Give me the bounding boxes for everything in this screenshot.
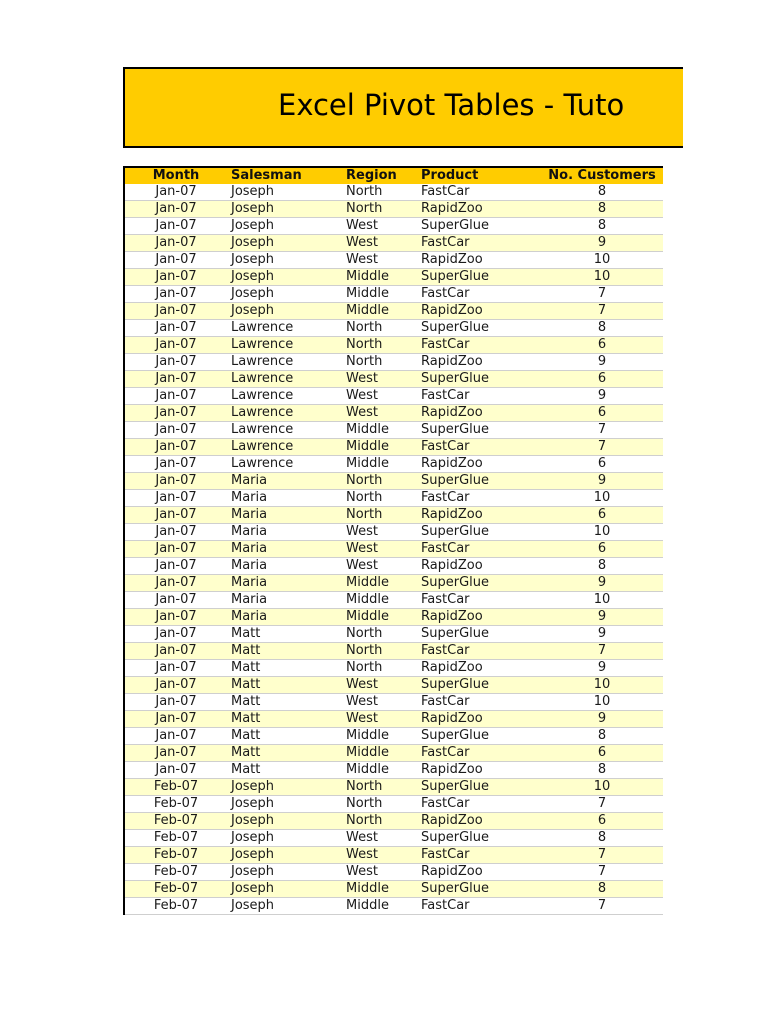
- table-row: [125, 609, 663, 626]
- cell-salesman[interactable]: Maria: [231, 490, 268, 505]
- cell-salesman[interactable]: Lawrence: [231, 439, 294, 454]
- cell-salesman[interactable]: Lawrence: [231, 456, 294, 471]
- cell-customers[interactable]: 6: [597, 507, 607, 522]
- cell-customers[interactable]: 8: [597, 830, 607, 845]
- table-row: [125, 252, 663, 269]
- header-month[interactable]: Month: [152, 168, 200, 183]
- cell-product[interactable]: SuperGlue: [421, 371, 490, 386]
- table-body: [125, 184, 663, 915]
- cell-customers[interactable]: 8: [597, 558, 607, 573]
- cell-month[interactable]: Jan-07: [155, 507, 197, 522]
- cell-region[interactable]: Middle: [346, 898, 389, 913]
- cell-product[interactable]: SuperGlue: [421, 677, 490, 692]
- cell-region[interactable]: North: [346, 320, 383, 335]
- cell-month[interactable]: Jan-07: [155, 354, 197, 369]
- cell-customers[interactable]: 8: [597, 762, 607, 777]
- cell-product[interactable]: FastCar: [421, 745, 470, 760]
- cell-month[interactable]: Jan-07: [155, 677, 197, 692]
- cell-month[interactable]: Jan-07: [155, 694, 197, 709]
- cell-salesman[interactable]: Maria: [231, 609, 268, 624]
- cell-salesman[interactable]: Lawrence: [231, 422, 294, 437]
- cell-month[interactable]: Jan-07: [155, 456, 197, 471]
- cell-region[interactable]: Middle: [346, 728, 389, 743]
- cell-salesman[interactable]: Lawrence: [231, 337, 294, 352]
- cell-salesman[interactable]: Joseph: [231, 847, 275, 862]
- cell-product[interactable]: SuperGlue: [421, 218, 490, 233]
- cell-product[interactable]: SuperGlue: [421, 422, 490, 437]
- cell-month[interactable]: Jan-07: [155, 643, 197, 658]
- table-row: [125, 626, 663, 643]
- header-region[interactable]: Region: [346, 168, 397, 183]
- cell-product[interactable]: RapidZoo: [421, 354, 483, 369]
- cell-customers[interactable]: 6: [597, 337, 607, 352]
- cell-product[interactable]: SuperGlue: [421, 320, 490, 335]
- cell-customers[interactable]: 10: [593, 490, 611, 505]
- cell-customers[interactable]: 9: [597, 473, 607, 488]
- cell-salesman[interactable]: Lawrence: [231, 405, 294, 420]
- cell-region[interactable]: Middle: [346, 456, 389, 471]
- cell-salesman[interactable]: Joseph: [231, 864, 275, 879]
- table-row: [125, 592, 663, 609]
- table-row: [125, 507, 663, 524]
- cell-region[interactable]: North: [346, 473, 383, 488]
- cell-product[interactable]: FastCar: [421, 439, 470, 454]
- cell-customers[interactable]: 6: [597, 456, 607, 471]
- cell-month[interactable]: Feb-07: [153, 813, 199, 828]
- cell-customers[interactable]: 9: [597, 711, 607, 726]
- cell-product[interactable]: FastCar: [421, 592, 470, 607]
- cell-month[interactable]: Jan-07: [155, 269, 197, 284]
- cell-customers[interactable]: 6: [597, 541, 607, 556]
- cell-product[interactable]: FastCar: [421, 847, 470, 862]
- cell-month[interactable]: Jan-07: [155, 728, 197, 743]
- cell-customers[interactable]: 10: [593, 592, 611, 607]
- cell-month[interactable]: Jan-07: [155, 660, 197, 675]
- cell-product[interactable]: RapidZoo: [421, 303, 483, 318]
- table-row: [125, 286, 663, 303]
- cell-salesman[interactable]: Joseph: [231, 796, 275, 811]
- cell-month[interactable]: Jan-07: [155, 201, 197, 216]
- cell-month[interactable]: Feb-07: [153, 779, 199, 794]
- cell-product[interactable]: FastCar: [421, 643, 470, 658]
- cell-month[interactable]: Jan-07: [155, 592, 197, 607]
- cell-product[interactable]: SuperGlue: [421, 626, 490, 641]
- cell-month[interactable]: Jan-07: [155, 626, 197, 641]
- cell-month[interactable]: Jan-07: [155, 745, 197, 760]
- cell-month[interactable]: Jan-07: [155, 184, 197, 199]
- table-row: [125, 439, 663, 456]
- cell-customers[interactable]: 7: [597, 643, 607, 658]
- cell-month[interactable]: Jan-07: [155, 575, 197, 590]
- cell-month[interactable]: Jan-07: [155, 337, 197, 352]
- cell-region[interactable]: Middle: [346, 762, 389, 777]
- cell-month[interactable]: Feb-07: [153, 830, 199, 845]
- cell-region[interactable]: North: [346, 796, 383, 811]
- cell-customers[interactable]: 7: [597, 422, 607, 437]
- cell-product[interactable]: RapidZoo: [421, 405, 483, 420]
- table-row: [125, 881, 663, 898]
- cell-salesman[interactable]: Joseph: [231, 813, 275, 828]
- cell-customers[interactable]: 10: [593, 779, 611, 794]
- cell-month[interactable]: Jan-07: [155, 558, 197, 573]
- cell-salesman[interactable]: Joseph: [231, 252, 275, 267]
- cell-region[interactable]: Middle: [346, 286, 389, 301]
- table-row: [125, 796, 663, 813]
- cell-product[interactable]: RapidZoo: [421, 507, 483, 522]
- cell-salesman[interactable]: Maria: [231, 558, 268, 573]
- cell-month[interactable]: Feb-07: [153, 864, 199, 879]
- table-row: [125, 303, 663, 320]
- cell-product[interactable]: FastCar: [421, 796, 470, 811]
- cell-month[interactable]: Jan-07: [155, 422, 197, 437]
- cell-product[interactable]: SuperGlue: [421, 269, 490, 284]
- cell-month[interactable]: Feb-07: [153, 796, 199, 811]
- table-row: [125, 711, 663, 728]
- cell-month[interactable]: Jan-07: [155, 439, 197, 454]
- cell-region[interactable]: West: [346, 218, 378, 233]
- cell-region[interactable]: North: [346, 184, 383, 199]
- cell-product[interactable]: RapidZoo: [421, 252, 483, 267]
- header-salesman[interactable]: Salesman: [231, 168, 302, 183]
- table-row: [125, 456, 663, 473]
- cell-month[interactable]: Jan-07: [155, 473, 197, 488]
- cell-month[interactable]: Jan-07: [155, 541, 197, 556]
- cell-region[interactable]: Middle: [346, 609, 389, 624]
- header-product[interactable]: Product: [421, 168, 479, 183]
- cell-month[interactable]: Jan-07: [155, 388, 197, 403]
- cell-month[interactable]: Jan-07: [155, 371, 197, 386]
- cell-region[interactable]: North: [346, 354, 383, 369]
- cell-customers[interactable]: 7: [597, 796, 607, 811]
- table-row: [125, 677, 663, 694]
- table-row: [125, 218, 663, 235]
- cell-region[interactable]: Middle: [346, 439, 389, 454]
- cell-product[interactable]: RapidZoo: [421, 864, 483, 879]
- cell-region[interactable]: Middle: [346, 575, 389, 590]
- cell-product[interactable]: FastCar: [421, 337, 470, 352]
- cell-region[interactable]: North: [346, 507, 383, 522]
- cell-product[interactable]: RapidZoo: [421, 711, 483, 726]
- cell-month[interactable]: Jan-07: [155, 235, 197, 250]
- cell-product[interactable]: FastCar: [421, 184, 470, 199]
- cell-customers[interactable]: 8: [597, 201, 607, 216]
- cell-customers[interactable]: 10: [593, 694, 611, 709]
- cell-product[interactable]: RapidZoo: [421, 558, 483, 573]
- cell-region[interactable]: North: [346, 779, 383, 794]
- table-row: [125, 490, 663, 507]
- cell-customers[interactable]: 8: [597, 728, 607, 743]
- cell-month[interactable]: Jan-07: [155, 524, 197, 539]
- cell-product[interactable]: SuperGlue: [421, 779, 490, 794]
- cell-salesman[interactable]: Matt: [231, 711, 261, 726]
- cell-month[interactable]: Feb-07: [153, 847, 199, 862]
- table-row: [125, 524, 663, 541]
- table-row: [125, 575, 663, 592]
- cell-product[interactable]: FastCar: [421, 490, 470, 505]
- table-row: [125, 643, 663, 660]
- cell-salesman[interactable]: Matt: [231, 626, 261, 641]
- cell-region[interactable]: West: [346, 235, 378, 250]
- cell-region[interactable]: West: [346, 371, 378, 386]
- cell-salesman[interactable]: Lawrence: [231, 354, 294, 369]
- cell-salesman[interactable]: Matt: [231, 677, 261, 692]
- cell-customers[interactable]: 10: [593, 524, 611, 539]
- cell-region[interactable]: North: [346, 813, 383, 828]
- cell-salesman[interactable]: Joseph: [231, 830, 275, 845]
- cell-product[interactable]: FastCar: [421, 541, 470, 556]
- cell-region[interactable]: Middle: [346, 303, 389, 318]
- cell-product[interactable]: FastCar: [421, 694, 470, 709]
- cell-customers[interactable]: 10: [593, 252, 611, 267]
- cell-region[interactable]: West: [346, 711, 378, 726]
- cell-salesman[interactable]: Joseph: [231, 779, 275, 794]
- cell-month[interactable]: Feb-07: [153, 898, 199, 913]
- cell-region[interactable]: West: [346, 252, 378, 267]
- cell-salesman[interactable]: Joseph: [231, 201, 275, 216]
- cell-customers[interactable]: 9: [597, 235, 607, 250]
- cell-salesman[interactable]: Lawrence: [231, 388, 294, 403]
- cell-product[interactable]: FastCar: [421, 898, 470, 913]
- cell-region[interactable]: North: [346, 643, 383, 658]
- cell-region[interactable]: West: [346, 677, 378, 692]
- cell-region[interactable]: North: [346, 626, 383, 641]
- cell-product[interactable]: RapidZoo: [421, 660, 483, 675]
- table-header-row: [125, 166, 663, 184]
- cell-salesman[interactable]: Maria: [231, 507, 268, 522]
- cell-product[interactable]: FastCar: [421, 286, 470, 301]
- cell-customers[interactable]: 6: [597, 405, 607, 420]
- cell-customers[interactable]: 9: [597, 660, 607, 675]
- cell-region[interactable]: West: [346, 405, 378, 420]
- cell-product[interactable]: RapidZoo: [421, 762, 483, 777]
- cell-customers[interactable]: 7: [597, 864, 607, 879]
- table-row: [125, 371, 663, 388]
- cell-customers[interactable]: 7: [597, 439, 607, 454]
- cell-product[interactable]: SuperGlue: [421, 473, 490, 488]
- cell-month[interactable]: Jan-07: [155, 762, 197, 777]
- table-row: [125, 558, 663, 575]
- cell-product[interactable]: FastCar: [421, 388, 470, 403]
- table-row: [125, 201, 663, 218]
- table-row: [125, 813, 663, 830]
- cell-customers[interactable]: 8: [597, 320, 607, 335]
- cell-month[interactable]: Jan-07: [155, 252, 197, 267]
- cell-region[interactable]: Middle: [346, 422, 389, 437]
- cell-salesman[interactable]: Matt: [231, 762, 261, 777]
- cell-region[interactable]: West: [346, 541, 378, 556]
- cell-customers[interactable]: 10: [593, 269, 611, 284]
- table-row: [125, 830, 663, 847]
- table-row: [125, 847, 663, 864]
- cell-month[interactable]: Jan-07: [155, 490, 197, 505]
- table-row: [125, 354, 663, 371]
- cell-customers[interactable]: 8: [597, 184, 607, 199]
- cell-region[interactable]: West: [346, 524, 378, 539]
- cell-region[interactable]: North: [346, 490, 383, 505]
- cell-salesman[interactable]: Lawrence: [231, 371, 294, 386]
- cell-customers[interactable]: 9: [597, 626, 607, 641]
- table-row: [125, 762, 663, 779]
- table-row: [125, 694, 663, 711]
- cell-product[interactable]: SuperGlue: [421, 575, 490, 590]
- table-row: [125, 660, 663, 677]
- table-row: [125, 235, 663, 252]
- table-row: [125, 864, 663, 881]
- cell-product[interactable]: RapidZoo: [421, 201, 483, 216]
- cell-region[interactable]: West: [346, 558, 378, 573]
- cell-product[interactable]: SuperGlue: [421, 830, 490, 845]
- cell-month[interactable]: Jan-07: [155, 218, 197, 233]
- cell-salesman[interactable]: Joseph: [231, 303, 275, 318]
- cell-region[interactable]: North: [346, 660, 383, 675]
- cell-salesman[interactable]: Matt: [231, 643, 261, 658]
- cell-month[interactable]: Jan-07: [155, 320, 197, 335]
- table-row: [125, 779, 663, 796]
- table-row: [125, 388, 663, 405]
- cell-customers[interactable]: 6: [597, 371, 607, 386]
- cell-month[interactable]: Jan-07: [155, 609, 197, 624]
- cell-salesman[interactable]: Joseph: [231, 235, 275, 250]
- cell-region[interactable]: Middle: [346, 592, 389, 607]
- cell-salesman[interactable]: Joseph: [231, 184, 275, 199]
- cell-salesman[interactable]: Joseph: [231, 269, 275, 284]
- cell-product[interactable]: FastCar: [421, 235, 470, 250]
- cell-product[interactable]: RapidZoo: [421, 813, 483, 828]
- cell-salesman[interactable]: Maria: [231, 473, 268, 488]
- page-title: Excel Pivot Tables - Tuto: [278, 88, 625, 122]
- cell-month[interactable]: Jan-07: [155, 711, 197, 726]
- data-table: [123, 166, 663, 915]
- cell-salesman[interactable]: Lawrence: [231, 320, 294, 335]
- cell-region[interactable]: West: [346, 694, 378, 709]
- cell-product[interactable]: SuperGlue: [421, 524, 490, 539]
- cell-region[interactable]: West: [346, 388, 378, 403]
- cell-customers[interactable]: 7: [597, 303, 607, 318]
- header-customers[interactable]: No. Customers: [548, 168, 656, 183]
- cell-customers[interactable]: 8: [597, 218, 607, 233]
- cell-region[interactable]: West: [346, 830, 378, 845]
- cell-region[interactable]: North: [346, 337, 383, 352]
- table-row: [125, 541, 663, 558]
- table-row: [125, 898, 663, 915]
- table-row: [125, 405, 663, 422]
- cell-customers[interactable]: 9: [597, 609, 607, 624]
- cell-salesman[interactable]: Maria: [231, 575, 268, 590]
- cell-region[interactable]: Middle: [346, 745, 389, 760]
- cell-customers[interactable]: 7: [597, 286, 607, 301]
- cell-salesman[interactable]: Joseph: [231, 286, 275, 301]
- cell-product[interactable]: SuperGlue: [421, 728, 490, 743]
- cell-salesman[interactable]: Joseph: [231, 898, 275, 913]
- cell-region[interactable]: North: [346, 201, 383, 216]
- cell-month[interactable]: Jan-07: [155, 303, 197, 318]
- cell-customers[interactable]: 8: [597, 881, 607, 896]
- cell-customers[interactable]: 6: [597, 745, 607, 760]
- table-row: [125, 337, 663, 354]
- cell-salesman[interactable]: Matt: [231, 745, 261, 760]
- cell-month[interactable]: Jan-07: [155, 405, 197, 420]
- cell-region[interactable]: Middle: [346, 881, 389, 896]
- cell-salesman[interactable]: Maria: [231, 592, 268, 607]
- cell-customers[interactable]: 10: [593, 677, 611, 692]
- title-banner: [123, 67, 683, 148]
- cell-region[interactable]: West: [346, 864, 378, 879]
- cell-salesman[interactable]: Matt: [231, 694, 261, 709]
- cell-salesman[interactable]: Joseph: [231, 881, 275, 896]
- table-row: [125, 269, 663, 286]
- cell-salesman[interactable]: Maria: [231, 524, 268, 539]
- cell-region[interactable]: Middle: [346, 269, 389, 284]
- cell-region[interactable]: West: [346, 847, 378, 862]
- cell-product[interactable]: RapidZoo: [421, 456, 483, 471]
- cell-product[interactable]: RapidZoo: [421, 609, 483, 624]
- table-row: [125, 184, 663, 201]
- cell-customers[interactable]: 7: [597, 847, 607, 862]
- cell-customers[interactable]: 6: [597, 813, 607, 828]
- table-row: [125, 473, 663, 490]
- cell-customers[interactable]: 9: [597, 354, 607, 369]
- table-row: [125, 728, 663, 745]
- cell-salesman[interactable]: Matt: [231, 728, 261, 743]
- cell-customers[interactable]: 7: [597, 898, 607, 913]
- table-row: [125, 422, 663, 439]
- cell-salesman[interactable]: Joseph: [231, 218, 275, 233]
- cell-salesman[interactable]: Matt: [231, 660, 261, 675]
- cell-salesman[interactable]: Maria: [231, 541, 268, 556]
- table-row: [125, 320, 663, 337]
- cell-product[interactable]: SuperGlue: [421, 881, 490, 896]
- cell-customers[interactable]: 9: [597, 388, 607, 403]
- table-row: [125, 745, 663, 762]
- cell-month[interactable]: Feb-07: [153, 881, 199, 896]
- cell-customers[interactable]: 9: [597, 575, 607, 590]
- cell-month[interactable]: Jan-07: [155, 286, 197, 301]
